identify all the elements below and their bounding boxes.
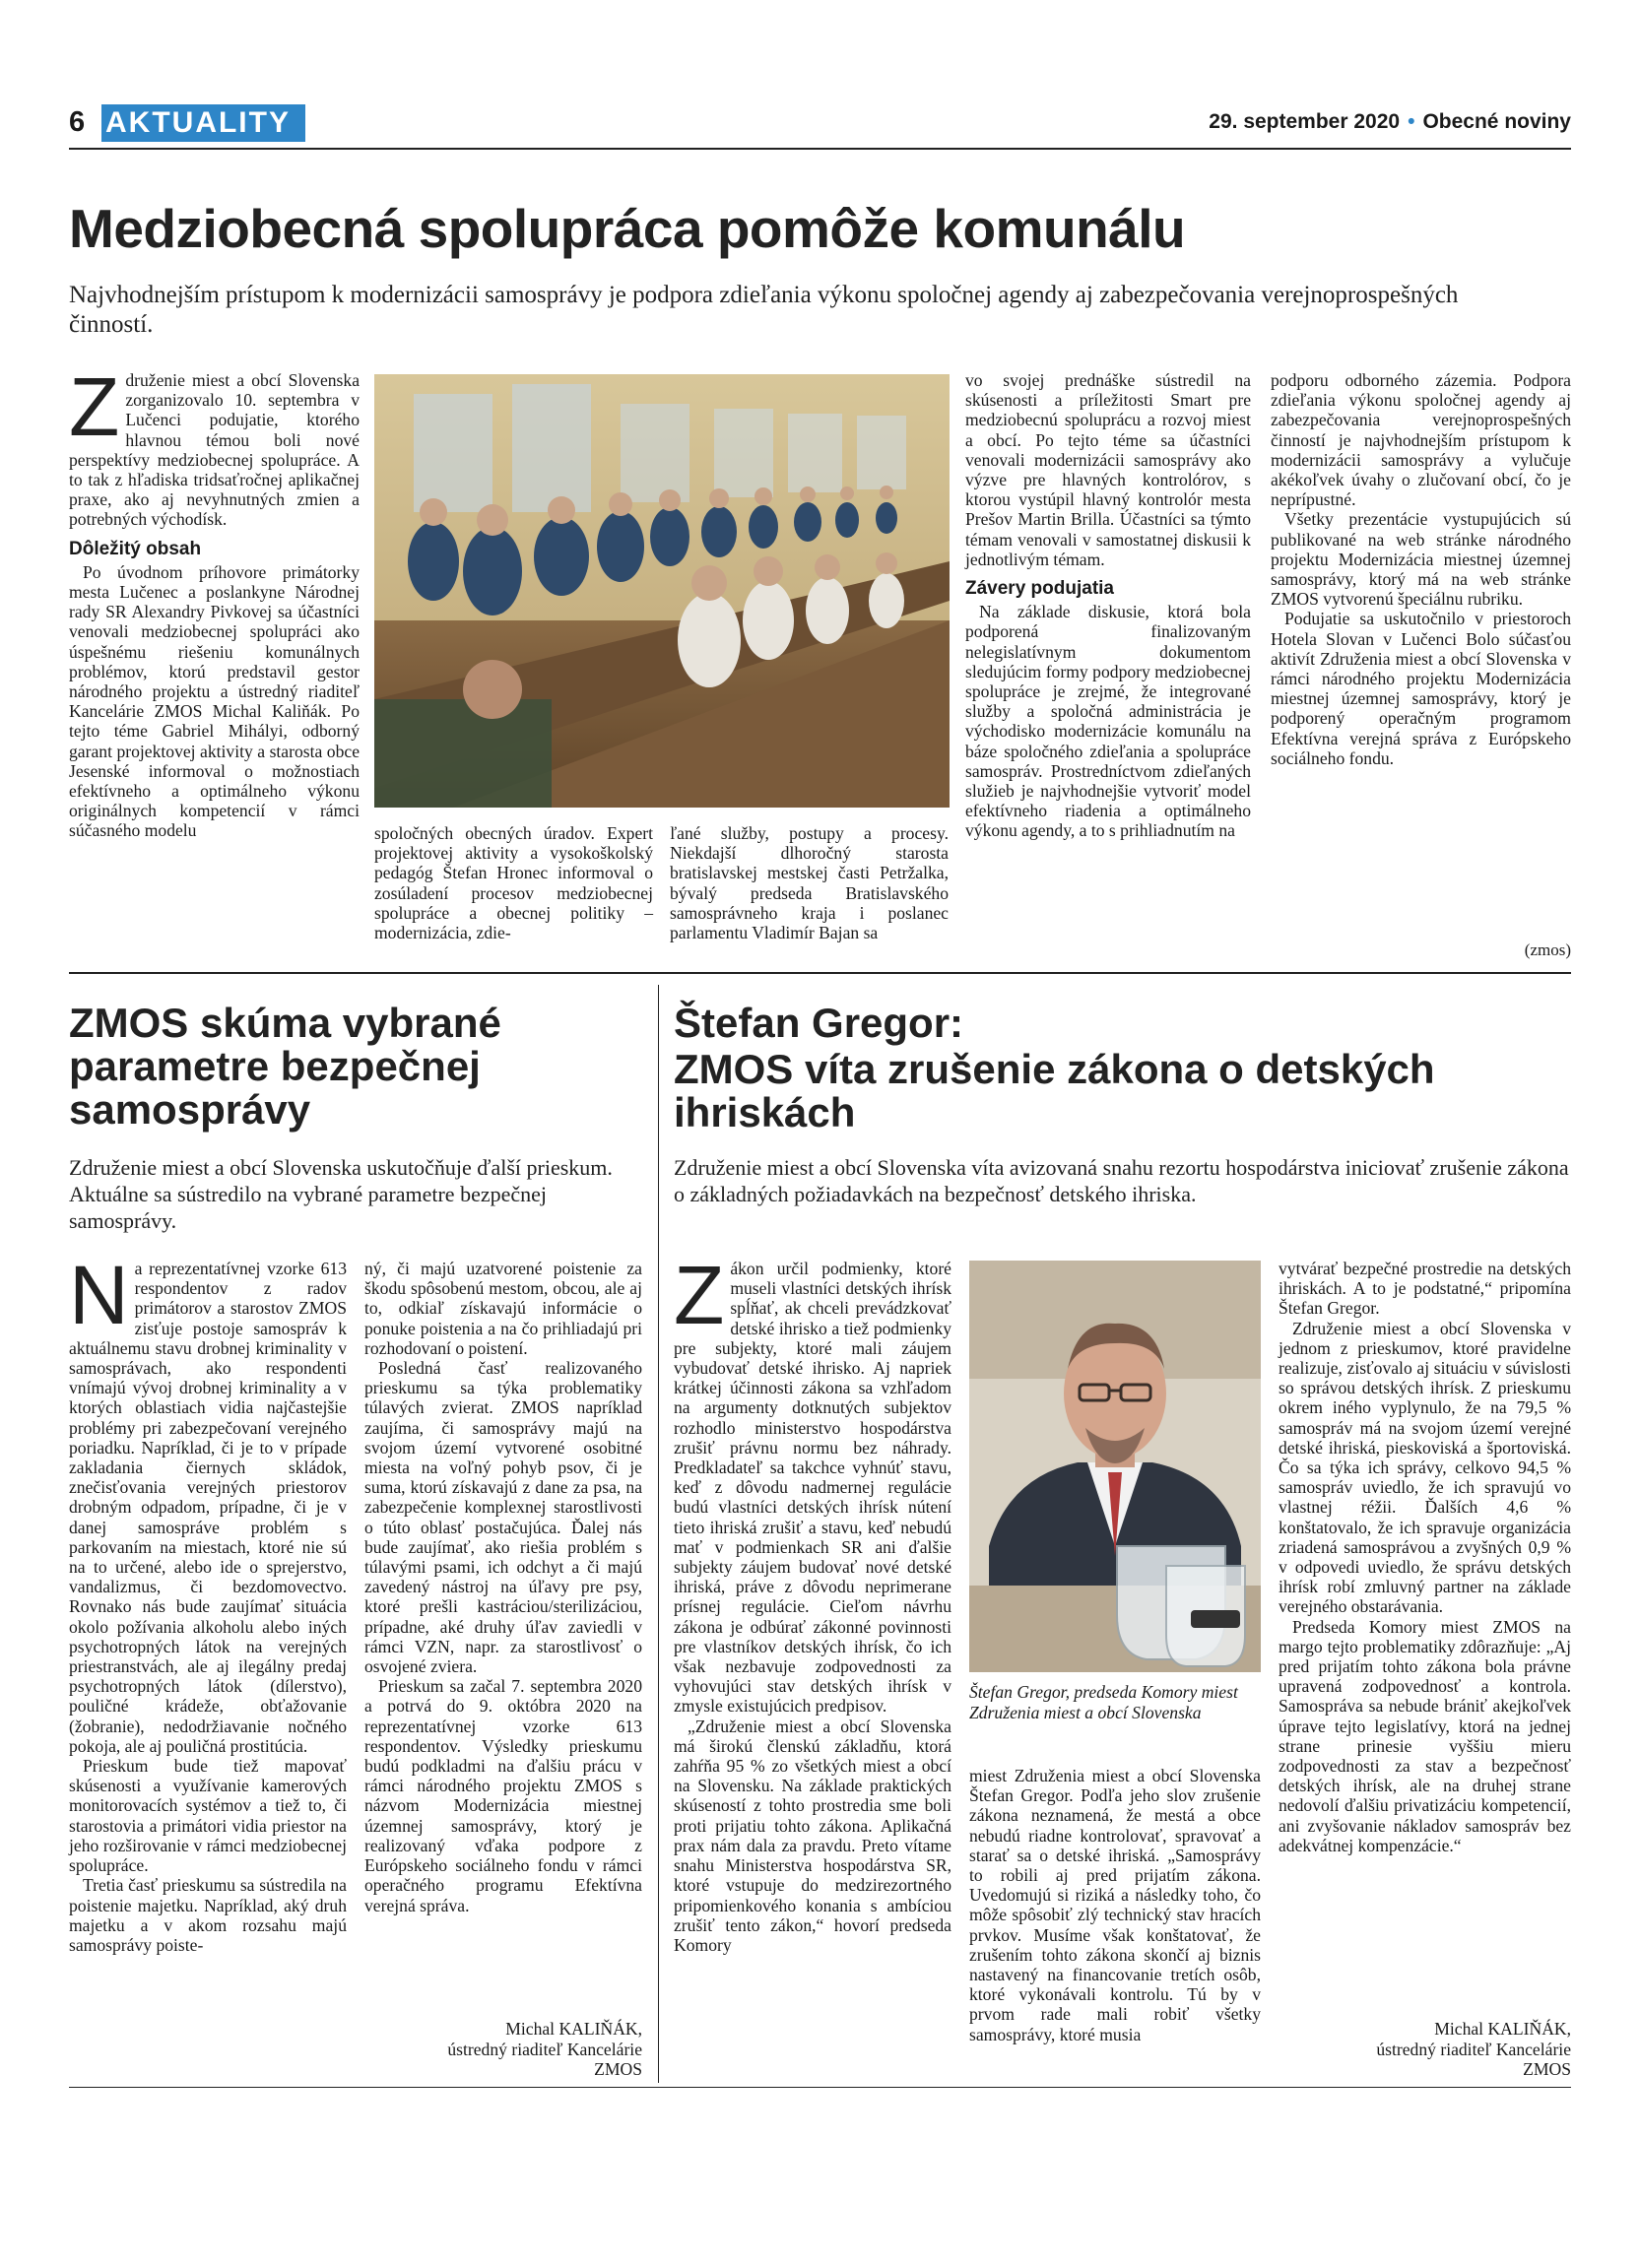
article2-col1 bbox=[69, 1249, 347, 1955]
article1-col1 bbox=[69, 360, 360, 841]
photo-caption: Štefan Gregor, predseda Komory miest Združenia miest a obcí Slovenska bbox=[969, 1682, 1238, 1722]
article1-p3: spoločných obecných úradov. Expert projektovej aktivity a vysokoškolský pedagóg Štefan Hronec informoval o zosúladení procesov medziobecnej spolupráce a obecnej politiky – modernizácia, zdie- bbox=[374, 823, 653, 943]
section-rule bbox=[69, 972, 1571, 974]
article2-signature bbox=[364, 2019, 642, 2080]
article3-kicker: Štefan Gregor: bbox=[674, 1000, 964, 1046]
article2-lead: Združenie miest a obcí Slovenska uskutočňuje ďalší prieskum. Aktuálne sa sústredilo na vybrané parametre bezpečnej samosprávy. bbox=[69, 1155, 613, 1233]
article1-lead: Najvhodnejším prístupom k modernizácii samosprávy je podpora zdieľania výkonu spoločnej agendy aj zabezpečovania verejnoprospešných činností. bbox=[69, 282, 1459, 338]
signature-org: ZMOS bbox=[1523, 2059, 1571, 2079]
article1-p8: Všetky prezentácie vystupujúcich sú publikované na web stránke národného projektu Modernizácia miestnej územnej samosprávy, ktorý má na web stránke ZMOS vytvorenú špeciálnu rubriku. bbox=[1271, 509, 1571, 610]
subhead-content: Dôležitý obsah bbox=[69, 538, 202, 559]
signature-org: ZMOS bbox=[594, 2059, 642, 2079]
dropcap: Z bbox=[69, 360, 120, 453]
conference-photo bbox=[374, 374, 950, 808]
article3-col3 bbox=[1279, 1259, 1571, 1855]
header-rule bbox=[69, 148, 1571, 150]
article3-p3: miest Združenia miest a obcí Slovenska Štefan Gregor. Podľa jeho slov zrušenie zákona neznamená, že mestá a obce nebudú riadne kontrolovať, spravovať a starať sa o detské ihriská. „Samosprávy to robili aj pred prijatím zákona. Uvedomujú si riziká a následky toho, čo môže spôsobiť zlý technický stav hracích prvkov. Musíme však konštatovať, že zrušením tohto zákona skončí aj biznis nastavený na financovanie tretích osôb, ktoré vykonávali kontrolu. Tú by v prvom rade mali robiť všetky samosprávy, ktoré musia bbox=[969, 1766, 1261, 2044]
article1-col2 bbox=[374, 823, 653, 942]
subhead-conclusions: Závery podujatia bbox=[965, 578, 1114, 600]
portrait-photo bbox=[969, 1261, 1261, 1672]
article3-col1 bbox=[674, 1249, 951, 1955]
publication-name: Obecné noviny bbox=[1422, 110, 1571, 133]
article1-col5 bbox=[1271, 370, 1571, 768]
footer-rule bbox=[69, 2087, 1571, 2088]
article3-p4: vytvárať bezpečné prostredie na detských ihriskách. A to je podstatné,“ pripomína Štefan Gregor. bbox=[1279, 1259, 1571, 1319]
article3-col2 bbox=[969, 1766, 1261, 2044]
separator-dot: • bbox=[1408, 110, 1415, 133]
dropcap: N bbox=[69, 1249, 129, 1341]
article1-p6: Na základe diskusie, ktorá bola podporená finalizovaným nelegislatívnym dokumentom sledujúcim formy podpory medziobecnej spolupráce je zrejmé, že integrované služby a spoločná administrácia je východisko modernizácie komunálu na báze spoločného zdieľania a spolupráce samospráv. Prostredníctvom zdieľaných služieb je najvhodnejšie vytvoriť model efektívneho riadenia a optimálneho výkonu agendy, a to s prihliadnutím na bbox=[965, 602, 1251, 841]
article3-title: ZMOS víta zrušenie zákona o detských ihriskách bbox=[674, 1046, 1435, 1135]
article2-p4: ný, či majú uzatvorené poistenie za škodu spôsobenú mestom, obcou, ale aj to, odkiaľ získavajú informácie o ponuke poistenia a na čo prihliadajú pri rozhodovaní o poistení. bbox=[364, 1259, 642, 1358]
article3-p2: „Združenie miest a obcí Slovenska má širokú členskú základňu, ktorá zahŕňa 95 % zo všetkých miest a obcí na Slovensku. Na základe praktických skúseností z tohto prostredia sme boli proti prijatiu tohto zákona. Aplikačná prax nám dala za pravdu. Preto vítame snahu Ministerstva hospodárstva SR, ktoré vstupuje do medzirezortného pripomienkového konania s ambíciou zrušiť tento zákon,“ hovorí predseda Komory bbox=[674, 1716, 951, 1955]
article1-col3 bbox=[670, 823, 949, 942]
article3-lead: Združenie miest a obcí Slovenska víta avizovaná snahu rezortu hospodárstva iniciovať zrušenie zákona o základných požiadavkách na bezpečnosť detského ihriska. bbox=[674, 1155, 1569, 1206]
article1-p7: podporu odborného zázemia. Podpora zdieľania výkonu spoločnej agendy aj zabezpečovania verejnoprospešných činností je najvhodnejším prístupom k modernizácii samosprávy a vylučuje akékoľvek úvahy o zlučovaní obcí, čo je neprípustné. bbox=[1271, 370, 1571, 510]
signature-name: Michal KALIŇÁK, bbox=[1434, 2019, 1571, 2039]
article3-p6: Predseda Komory miest ZMOS na margo tejto problematiky zdôrazňuje: „Aj pred prijatím tohto zákona bola právne upravená zodpovednosť a kontrola. Samospráva sa nebude brániť akejkoľvek úprave tejto legislatívy, ktorá na jednej strane prinesie vyššiu mieru zodpovednosti za stav a bezpečnosť detských ihrísk, ale na druhej strane nedovolí ďalšiu privatizáciu kompetencií, ani zvyšovanie nákladov samospráv bez adekvátnej kompenzácie.“ bbox=[1279, 1616, 1571, 1855]
article1-p2: Po úvodnom príhovore primátorky mesta Lučenec a poslankyne Národnej rady SR Alexandry Pivkovej sa účastníci venovali medziobecnej spolupráci ako úspešnému riešeniu komunálnych problémov, ktorú predstavil gestor národného projektu a ústredný riaditeľ Kancelárie ZMOS Michal Kaliňák. Po tejto téme Gabriel Mihályi, odborný garant projektovej aktivity a starosta obce Jesenské informoval o možnostiach efektívneho a optimálneho výkonu originálnych kompetencií v rámci súčasného modelu bbox=[69, 561, 360, 841]
article1-p4: ľané služby, postupy a procesy. Niekdajší dlhoročný starosta bratislavskej mestskej časti Petržalka, bývalý predseda Bratislavského samosprávneho kraja i poslanec parlamentu Vladimír Bajan sa bbox=[670, 823, 949, 943]
article3-p1: ákon určil podmienky, ktoré museli vlastníci detských ihrísk spĺňať, ak chceli prevádzkovať detské ihrisko a tiež podmienky pre subjekty, ktoré mali záujem vybudovať detské ihrisko. Aj napriek krátkej účinnosti zákona sa vzhľadom na argumenty dotknutých subjektov rozhodlo ministerstvo hospodárstva zrušiť právnu normu bez náhrady. Predkladateľ sa takchce vyhnúť stavu, keď z dôvodu nadmernej regulácie budú vlastníci detských ihrísk nútení tieto ihriská zrušiť a stavu, keď nebudú mať v podmienkach SR ani ďalšie subjekty záujem budovať nové detské ihriská, práve z dôvodu neprimerane prísnej regulácie. Cieľom návrhu zákona je odbúrať zákonné povinnosti pre vlastníkov detských ihrísk, čo ich však nezbavuje zodpovednosti za vyhovujúci stav detských ihrísk v zmysle existujúcich predpisov. bbox=[674, 1259, 951, 1717]
page-number: 6 bbox=[69, 106, 86, 138]
article2-p5: Posledná časť realizovaného prieskumu sa týka problematiky túlavých zvierat. ZMOS napríklad zaujíma, či samosprávy majú na svojom území vytvorené osobitné miesta na voľný pohyb psov, či je suma, ktorú získavajú z dane za psa, na zabezpečenie komplexnej starostlivosti o túto oblasť postačujúca. Ďalej nás bude zaujímať, ako riešia problém s túlavými psami, ich odchyt a či majú zavedený nástroj na úľavy pre psy, ktoré prešli kastráciou/sterilizáciou, prípadne, aké druhy úľav zaviedli v rámci VZN, napr. za starostlivosť o osvojené zviera. bbox=[364, 1358, 642, 1677]
article1-p1: druženie miest a obcí Slovenska zorganizovalo 10. septembra v Lučenci podujatie, ktorého hlavnou témou boli nové perspektívy medziobecnej spolupráce. A to tak z hľadiska tridsaťročnej aplikačnej praxe, ako aj nevyhnutných zmien a potrebných východísk. bbox=[69, 370, 360, 530]
page-header-info bbox=[1209, 110, 1571, 134]
portrait-photo-image bbox=[969, 1261, 1261, 1672]
article2-col2 bbox=[364, 1259, 642, 1915]
column-divider bbox=[658, 985, 659, 2083]
article2-p1: a reprezentatívnej vzorke 613 respondentov z radov primátorov a starostov ZMOS zisťuje postoje samospráv k aktuálnemu stavu drobnej kriminality v samosprávach, ako respondenti vnímajú vývoj drobnej kriminality a v ktorých oblastiach vidia najčastejšie problémy pri zabezpečovaní verejného poriadku. Napríklad, či je to v prípade zakladania čiernych skládok, znečisťovania verejných priestorov drobným odpadom, prípadne, či je v danej samospráve problém s parkovaním na miestach, ktoré nie sú na to určené, alebo ide o sprejerstvo, vandalizmus, či bezdomovectvo. Rovnako nás bude zaujímať situácia okolo požívania alkoholu alebo iných psychotropných látok na verejných priestranstvách, ale aj ilegálny predaj psychotropných látok (dílerstvo), pouličné krádeže, obťažovanie (žobranie), nedodržiavanie nočného pokoja, ale aj pouličná prostitúcia. bbox=[69, 1259, 347, 1756]
article3-p5: Združenie miest a obcí Slovenska v jednom z prieskumov, ktoré pravidelne realizuje, zisťovalo aj situáciu v súvislosti so správou detských ihrísk. Z prieskumu okrem iného vyplynulo, že na 79,5 % samospráv má na svojom území verejné detské ihriská, pieskoviská a športoviská. Čo sa týka ich správy, celkovo 94,5 % samospráv uviedlo, že ich spravujú vo vlastnej réžii. Ďalších 4,6 % konštatovalo, že ich spravuje organizácia zriadená samosprávou a zvyšných 0,9 % v odpovedi uviedlo, že správu detských ihrísk robí zmluvný partner na základe verejného obstarávania. bbox=[1279, 1318, 1571, 1617]
article2-p6: Prieskum sa začal 7. septembra 2020 a potrvá do 9. októbra 2020 na reprezentatívnej vzorke 613 respondentov. Výsledky prieskumu budú podkladmi na ďalšiu prácu v rámci národného projektu ZMOS s názvom Modernizácia miestnej územnej samosprávy, ktorý je realizovaný vďaka podpore z Európskeho sociálneho fondu v rámci operačného programu Efektívna verejná správa. bbox=[364, 1676, 642, 1915]
article2-title: ZMOS skúma vybrané parametre bezpečnej samosprávy bbox=[69, 1000, 501, 1133]
issue-date: 29. september 2020 bbox=[1209, 110, 1401, 133]
article1-col4 bbox=[965, 370, 1251, 841]
signature-role: ústredný riaditeľ Kancelárie bbox=[447, 2039, 642, 2059]
article3-signature bbox=[1279, 2019, 1571, 2080]
article2-p2: Prieskum bude tiež mapovať skúsenosti a využívanie kamerových monitorovacích systémov a tiež to, či starostovia a primátori vidia priestor na jeho rozširovanie v rámci medziobecnej spolupráce. bbox=[69, 1756, 347, 1876]
article1-author: (zmos) bbox=[1524, 940, 1571, 959]
article2-p3: Tretia časť prieskumu sa sústredila na poistenie majetku. Napríklad, aký druh majetku a v akom rozsahu majú samosprávy poiste- bbox=[69, 1875, 347, 1955]
signature-role: ústredný riaditeľ Kancelárie bbox=[1376, 2039, 1571, 2059]
dropcap: Z bbox=[674, 1249, 725, 1341]
section-tag: AKTUALITY bbox=[101, 104, 305, 142]
article1-title: Medziobecná spolupráca pomôže komunálu bbox=[69, 198, 1186, 259]
conference-photo-image bbox=[374, 374, 950, 808]
signature-name: Michal KALIŇÁK, bbox=[505, 2019, 642, 2039]
article1-p9: Podujatie sa uskutočnilo v priestoroch Hotela Slovan v Lučenci Bolo súčasťou aktivít Združenia miest a obcí Slovenska v rámci národného projektu Modernizácia miestnej územnej samosprávy, ktorý je podporený operačným programom Efektívna verejná správa z Európskeho sociálneho fondu. bbox=[1271, 609, 1571, 768]
article1-p5: vo svojej prednáške sústredil na skúsenosti a príležitosti Smart pre medziobecnú spoluprácu a rozvoj miest a obcí. Po tejto téme sa účastníci venovali modernizácii samosprávy ako výzve pre hlavných kontrolórov, s ktorou vystúpil hlavný kontrolór mesta Prešov Martin Brilla. Účastníci sa týmto témam venovali v samostatnej diskusii k jednotlivým témam. bbox=[965, 370, 1251, 569]
